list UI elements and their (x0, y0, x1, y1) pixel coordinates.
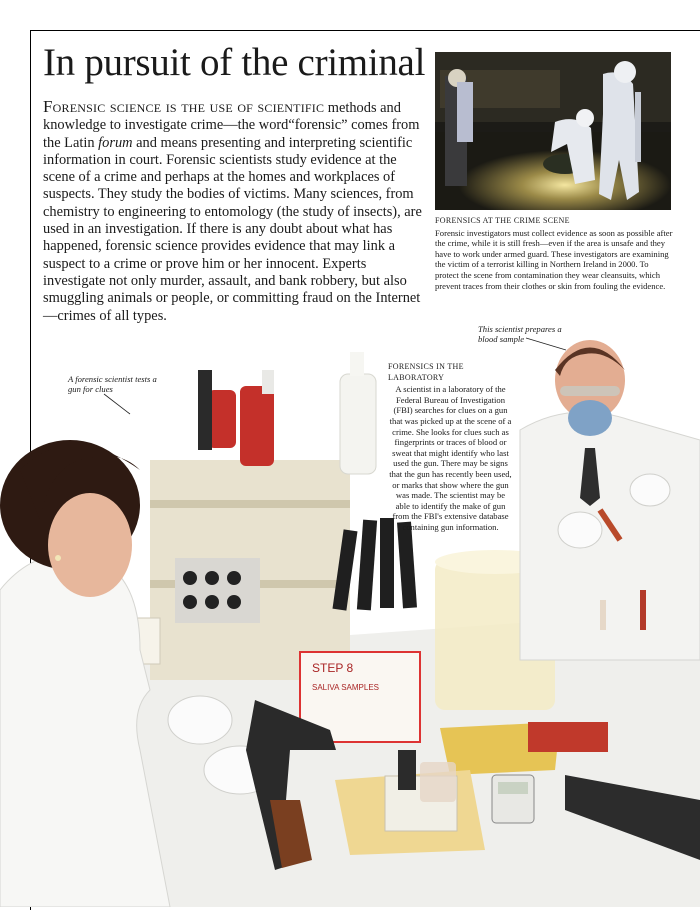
tray-step-label: STEP 8 (312, 661, 354, 675)
crime-scene-caption (435, 216, 673, 291)
laboratory-caption (388, 362, 513, 533)
intro-lead: Forensic science is the use of scientific (43, 97, 325, 116)
page-title: In pursuit of the criminal (43, 41, 426, 84)
tray-label-text: SALIVA SAMPLES (312, 683, 379, 692)
crime-scene-photo (435, 52, 671, 210)
crime-scene-caption-body: Forensic investigators must collect evidence as soon as possible after the crime, while it is still fresh—even if the area is unsafe and they have to work under armed guard. These investigators are examining the victim of a terrorist killing in Northern Ireland in 2000. To protect the scene from contamination they wear cleansuits, which prevent traces from their clothes or skin from fouling the evidence. (435, 227, 673, 291)
intro-paragraph (43, 98, 423, 325)
gun-test-annotation: A forensic scientist tests a gun for clues (68, 374, 157, 394)
intro-latin-term: forum (98, 134, 133, 151)
intro-text-part1: methods and knowledge to investigate crime—the word“forensic” comes from the Latin (43, 100, 420, 151)
crime-scene-photo-art (435, 52, 671, 210)
blood-sample-annotation: This scientist prepares a blood sample (478, 324, 562, 344)
laboratory-caption-body: A scientist in a laboratory of the Federal Bureau of Investigation (FBI) searches for clues on a gun that was picked up at the scene of a crime. She looks for clues such as fingerprints or traces of blood or sweat that might identify who last used the gun. There may be signs that the gun has recently been used, or marks that show where the gun was made. The scientist may be able to identify the make of gun from the FBI's extensive database containing gun information. (389, 384, 512, 532)
crime-scene-caption-title: FORENSICS AT THE CRIME SCENE (435, 216, 570, 225)
intro-text-part2: and means presenting and interpreting scientific information in court. Forensic scientists study evidence at the scene of a crime and perhaps at the homes and workplaces of suspects. They study the bodies of victims. Many sciences, from chemistry to engineering to entomology (the study of insects), are used in an investigation. If there is any doubt about what has happened, forensic science provides evidence that may link a suspect to a crime or prove him or her innocent. Experts investigate not only murder, assault, and bank robbery, but also smuggling animals or people, or committing fraud on the Internet—crimes of all types. (43, 134, 422, 324)
gun-test-pointer (100, 390, 140, 420)
page-frame-top-rule (30, 30, 700, 31)
laboratory-caption-title: FORENSICS IN THE LABORATORY (388, 362, 464, 382)
